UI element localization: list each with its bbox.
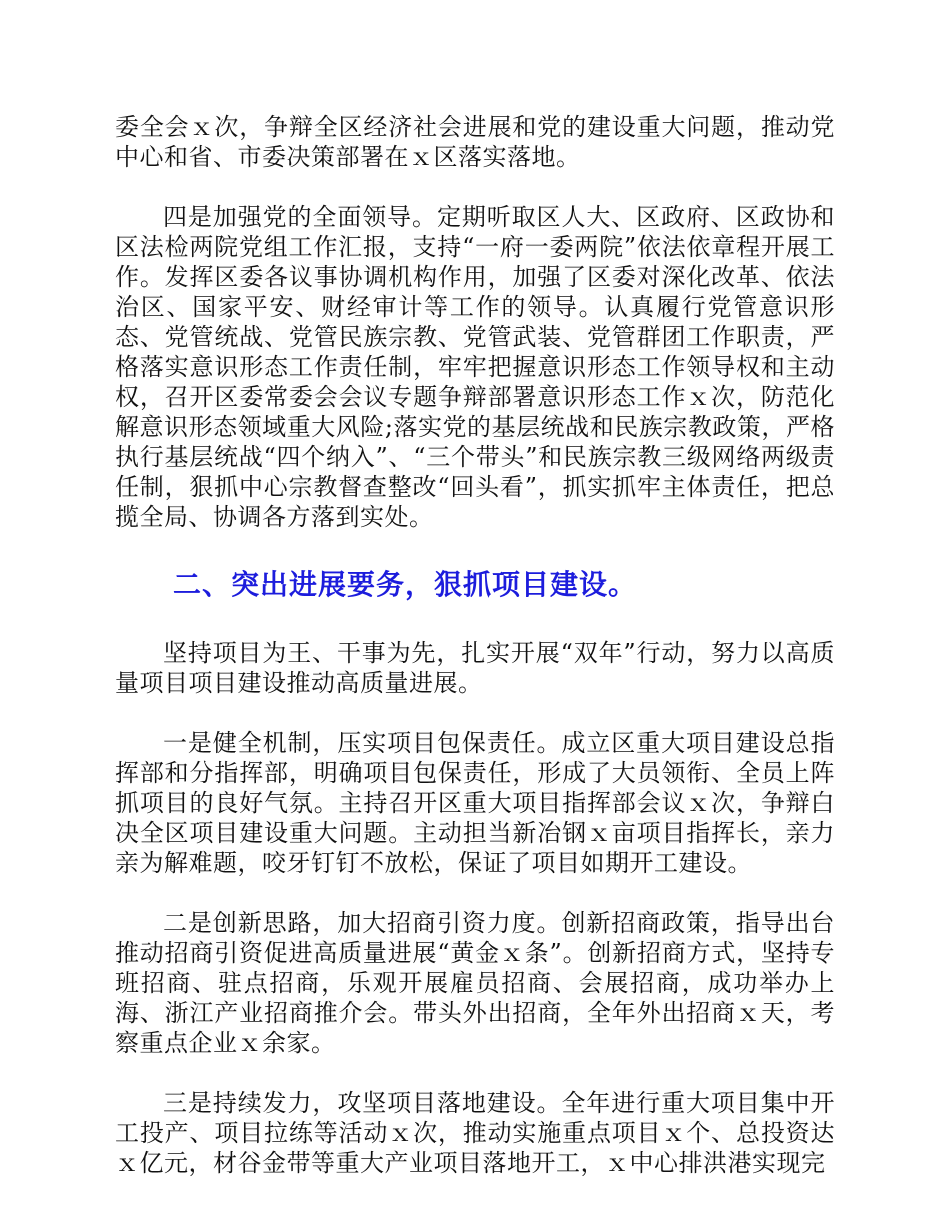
section-heading: 二、突出进展要务，狠抓项目建设。: [173, 568, 638, 601]
paragraph-spacer: [115, 698, 835, 728]
paragraph-investment: 二是创新思路，加大招商引资力度。创新招商政策，指导出台推动招商引资促进高质量进展“黄金ｘ条”。创新招商方式，坚持专班招商、驻点招商，乐观开展雇员招商、会展招商，成功举办上海、浙江产业招商推介会。带头外出招商，全年外出招商ｘ天，考察重点企业ｘ余家。: [115, 909, 835, 1057]
heading-spacer-bottom: [115, 602, 835, 638]
paragraph-construction: 三是持续发力，攻坚项目落地建设。全年进行重大项目集中开工投产、项目拉练等活动ｘ次，推动实施重点项目ｘ个、总投资达ｘ亿元，材谷金带等重大产业项目落地开工，ｘ中心排洪港实现完: [115, 1089, 835, 1177]
heading-spacer-top: [115, 532, 835, 568]
document-page: [115, 112, 835, 1178]
paragraph-party-leadership: 四是加强党的全面领导。定期听取区人大、区政府、区政协和区法检两院党组工作汇报，支持“一府一委两院”依法依章程开展工作。发挥区委各议事协调机构作用，加强了区委对深化改革、依法治区、国家平安、财经审计等工作的领导。认真履行党管意识形态、党管统战、党管民族宗教、党管武装、党管群团工作职责，严格落实意识形态工作责任制，牢牢把握意识形态工作领导权和主动权，召开区委常委会会议专题争辩部署意识形态工作ｘ次，防范化解意识形态领域重大风险;落实党的基层统战和民族宗教政策，严格执行基层统战“四个纳入”、“三个带头”和民族宗教三级网络两级责任制，狠抓中心宗教督查整改“回头看”，抓实抓牢主体责任，把总揽全局、协调各方落到实处。: [115, 203, 835, 531]
paragraph-mechanism: 一是健全机制，压实项目包保责任。成立区重大项目建设总指挥部和分指挥部，明确项目包保责任，形成了大员领衔、全员上阵抓项目的良好气氛。主持召开区重大项目指挥部会议ｘ次，争辩白决全区项目建设重大问题。主动担当新冶钢ｘ亩项目指挥长，亲力亲为解难题，咬牙钉钉不放松，保证了项目如期开工建设。: [115, 729, 835, 877]
paragraph-intro: 坚持项目为王、干事为先，扎实开展“双年”行动，努力以高质量项目项目建设推动高质量进展。: [115, 639, 835, 697]
paragraph-spacer: [115, 172, 835, 202]
paragraph-continued: 委全会ｘ次，争辩全区经济社会进展和党的建设重大问题，推动党中心和省、市委决策部署在ｘ区落实落地。: [115, 113, 835, 171]
paragraph-spacer: [115, 1058, 835, 1088]
paragraph-spacer: [115, 878, 835, 908]
